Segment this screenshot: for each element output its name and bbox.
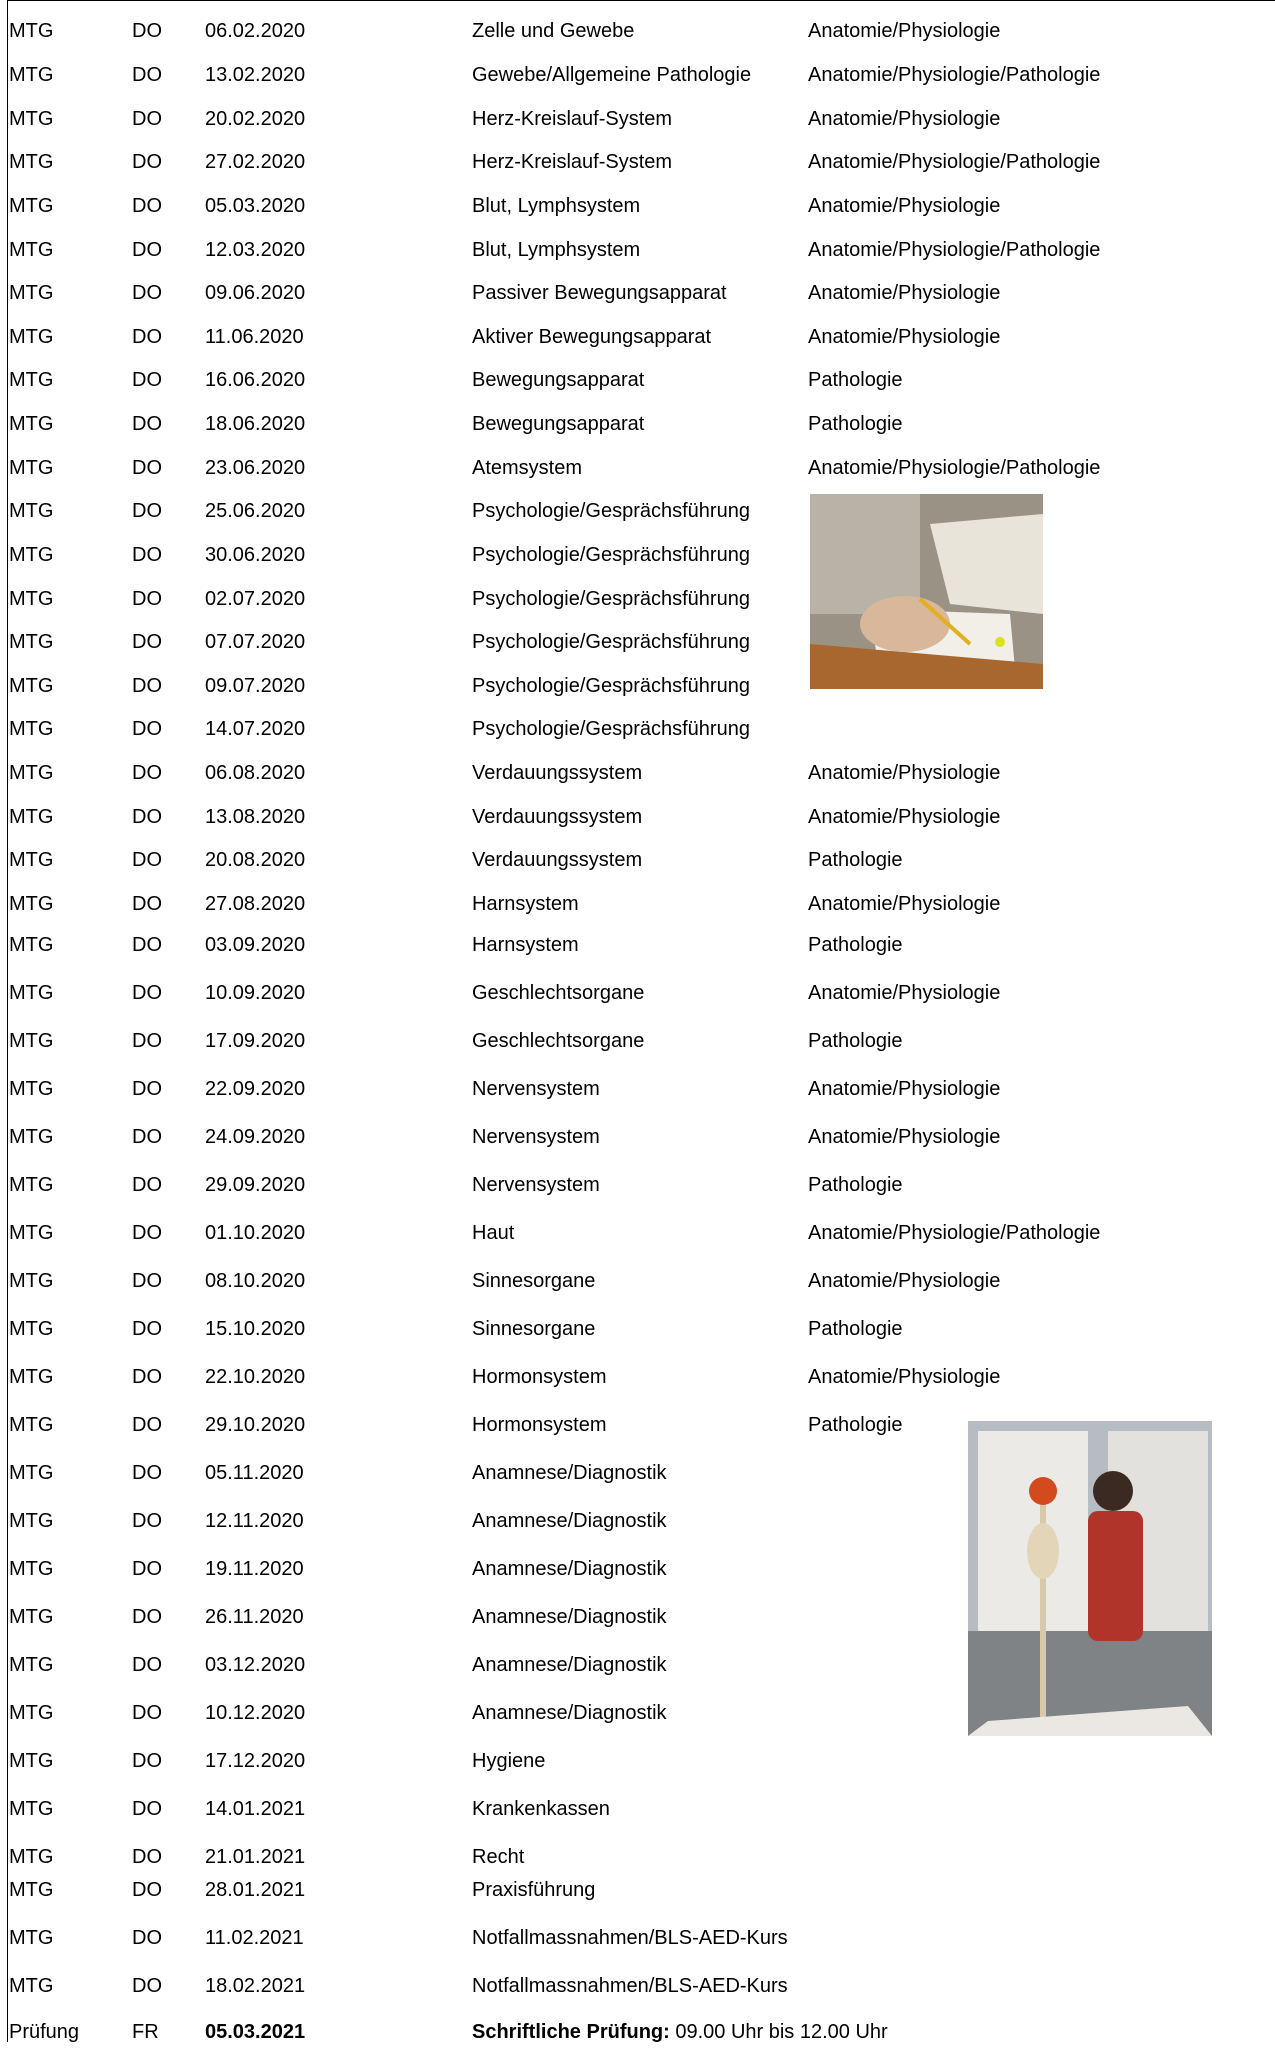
row-course: MTG	[9, 1510, 54, 1532]
row-course: MTG	[9, 1750, 54, 1772]
row-date: 03.12.2020	[205, 1654, 306, 1676]
row-course: MTG	[9, 762, 54, 784]
row-course: MTG	[9, 806, 54, 828]
row-course: MTG	[9, 500, 54, 522]
row-date: 02.07.2020	[205, 588, 306, 610]
row-date: 17.09.2020	[205, 1030, 306, 1052]
row-day: DO	[132, 718, 162, 740]
row-day: DO	[132, 326, 162, 348]
table-row	[0, 892, 1275, 932]
row-date: 06.02.2020	[205, 20, 306, 42]
row-topic: Anamnese/Diagnostik	[472, 1702, 667, 1724]
row-course: MTG	[9, 326, 54, 348]
row-date: 06.08.2020	[205, 762, 306, 784]
row-course: MTG	[9, 1975, 54, 1997]
row-topic: Hormonsystem	[472, 1414, 607, 1436]
row-topic: Praxisführung	[472, 1879, 596, 1901]
row-day: DO	[132, 195, 162, 217]
row-course: MTG	[9, 1927, 54, 1949]
exam-label: Schriftliche Prüfung:	[472, 2021, 670, 2043]
table-row	[0, 1029, 1275, 1069]
row-course: MTG	[9, 1366, 54, 1388]
row-course: MTG	[9, 1846, 54, 1868]
table-row	[0, 63, 1275, 103]
table-row	[0, 543, 1275, 583]
row-date: 14.07.2020	[205, 718, 306, 740]
row-date: 16.06.2020	[205, 369, 306, 391]
exam-day: FR	[132, 2021, 159, 2043]
row-day: DO	[132, 762, 162, 784]
row-date: 20.08.2020	[205, 849, 306, 871]
exam-row	[0, 2020, 1275, 2060]
row-course: MTG	[9, 413, 54, 435]
row-topic: Passiver Bewegungsapparat	[472, 282, 727, 304]
row-subject: Anatomie/Physiologie	[808, 1366, 1001, 1388]
row-day: DO	[132, 1702, 162, 1724]
row-course: MTG	[9, 64, 54, 86]
row-course: MTG	[9, 1462, 54, 1484]
row-course: MTG	[9, 982, 54, 1004]
row-topic: Sinnesorgane	[472, 1270, 596, 1292]
row-date: 30.06.2020	[205, 544, 306, 566]
row-topic: Atemsystem	[472, 457, 583, 479]
row-date: 27.08.2020	[205, 893, 306, 915]
table-row	[0, 1926, 1275, 1966]
row-topic: Hygiene	[472, 1750, 546, 1772]
row-day: DO	[132, 457, 162, 479]
row-day: DO	[132, 982, 162, 1004]
row-date: 24.09.2020	[205, 1126, 306, 1148]
row-day: DO	[132, 1174, 162, 1196]
exam-course: Prüfung	[9, 2021, 80, 2043]
table-row	[0, 238, 1275, 278]
row-course: MTG	[9, 369, 54, 391]
row-date: 07.07.2020	[205, 631, 306, 653]
row-day: DO	[132, 151, 162, 173]
row-day: DO	[132, 1318, 162, 1340]
row-subject: Anatomie/Physiologie	[808, 195, 1001, 217]
photo-skeleton-lesson	[968, 1421, 1212, 1736]
row-subject: Anatomie/Physiologie/Pathologie	[808, 1222, 1101, 1244]
row-day: DO	[132, 239, 162, 261]
row-day: DO	[132, 64, 162, 86]
row-subject: Anatomie/Physiologie	[808, 1270, 1001, 1292]
row-course: MTG	[9, 544, 54, 566]
photo-writing-notes-image	[810, 494, 1043, 689]
row-topic: Bewegungsapparat	[472, 413, 645, 435]
row-subject: Pathologie	[808, 1318, 903, 1340]
row-date: 10.09.2020	[205, 982, 306, 1004]
table-row	[0, 1221, 1275, 1261]
row-day: DO	[132, 631, 162, 653]
row-day: DO	[132, 1414, 162, 1436]
row-course: MTG	[9, 1606, 54, 1628]
row-day: DO	[132, 20, 162, 42]
row-course: MTG	[9, 1702, 54, 1724]
row-date: 29.10.2020	[205, 1414, 306, 1436]
row-course: MTG	[9, 1414, 54, 1436]
row-topic: Verdauungssystem	[472, 762, 643, 784]
row-date: 29.09.2020	[205, 1174, 306, 1196]
row-day: DO	[132, 1126, 162, 1148]
row-course: MTG	[9, 1654, 54, 1676]
row-topic: Psychologie/Gesprächsführung	[472, 718, 750, 740]
table-row	[0, 325, 1275, 365]
row-course: MTG	[9, 631, 54, 653]
row-date: 05.11.2020	[205, 1462, 304, 1484]
table-row	[0, 1749, 1275, 1789]
row-date: 15.10.2020	[205, 1318, 306, 1340]
row-topic: Anamnese/Diagnostik	[472, 1462, 667, 1484]
table-row	[0, 587, 1275, 627]
row-subject: Pathologie	[808, 1414, 903, 1436]
row-date: 21.01.2021	[205, 1846, 306, 1868]
table-row	[0, 630, 1275, 670]
row-day: DO	[132, 1879, 162, 1901]
row-date: 11.02.2021	[205, 1927, 304, 1949]
table-row	[0, 674, 1275, 714]
row-topic: Harnsystem	[472, 934, 579, 956]
table-row	[0, 1269, 1275, 1309]
row-course: MTG	[9, 1126, 54, 1148]
table-row	[0, 761, 1275, 801]
row-date: 22.10.2020	[205, 1366, 306, 1388]
row-subject: Anatomie/Physiologie	[808, 326, 1001, 348]
row-topic: Sinnesorgane	[472, 1318, 596, 1340]
row-date: 27.02.2020	[205, 151, 306, 173]
row-date: 09.07.2020	[205, 675, 306, 697]
row-subject: Anatomie/Physiologie	[808, 893, 1001, 915]
row-subject: Anatomie/Physiologie	[808, 1126, 1001, 1148]
row-topic: Blut, Lymphsystem	[472, 195, 641, 217]
row-subject: Pathologie	[808, 1030, 903, 1052]
row-day: DO	[132, 1510, 162, 1532]
row-date: 17.12.2020	[205, 1750, 306, 1772]
row-date: 12.11.2020	[205, 1510, 304, 1532]
row-course: MTG	[9, 195, 54, 217]
row-subject: Anatomie/Physiologie	[808, 282, 1001, 304]
row-day: DO	[132, 1462, 162, 1484]
row-day: DO	[132, 675, 162, 697]
row-subject: Pathologie	[808, 934, 903, 956]
row-subject: Anatomie/Physiologie	[808, 762, 1001, 784]
row-topic: Geschlechtsorgane	[472, 1030, 645, 1052]
exam-date: 05.03.2021	[205, 2021, 306, 2043]
row-day: DO	[132, 849, 162, 871]
row-subject: Anatomie/Physiologie/Pathologie	[808, 151, 1101, 173]
row-subject: Pathologie	[808, 369, 903, 391]
row-course: MTG	[9, 934, 54, 956]
row-topic: Herz-Kreislauf-System	[472, 108, 673, 130]
row-topic: Anamnese/Diagnostik	[472, 1510, 667, 1532]
table-row	[0, 368, 1275, 408]
table-row	[0, 456, 1275, 496]
row-day: DO	[132, 108, 162, 130]
row-topic: Recht	[472, 1846, 525, 1868]
row-date: 23.06.2020	[205, 457, 306, 479]
row-day: DO	[132, 806, 162, 828]
row-date: 28.01.2021	[205, 1879, 306, 1901]
row-topic: Psychologie/Gesprächsführung	[472, 500, 750, 522]
row-course: MTG	[9, 1318, 54, 1340]
row-course: MTG	[9, 1030, 54, 1052]
table-row	[0, 499, 1275, 539]
row-course: MTG	[9, 893, 54, 915]
row-subject: Anatomie/Physiologie/Pathologie	[808, 64, 1101, 86]
row-topic: Bewegungsapparat	[472, 369, 645, 391]
row-day: DO	[132, 1606, 162, 1628]
row-topic: Psychologie/Gesprächsführung	[472, 588, 750, 610]
row-day: DO	[132, 1222, 162, 1244]
table-row	[0, 107, 1275, 147]
row-day: DO	[132, 413, 162, 435]
photo-writing-notes	[810, 494, 1043, 689]
table-row	[0, 717, 1275, 757]
row-topic: Notfallmassnahmen/BLS-AED-Kurs	[472, 1927, 788, 1949]
row-topic: Psychologie/Gesprächsführung	[472, 544, 750, 566]
row-date: 18.02.2021	[205, 1975, 306, 1997]
row-date: 13.08.2020	[205, 806, 306, 828]
table-row	[0, 1797, 1275, 1837]
row-date: 14.01.2021	[205, 1798, 306, 1820]
row-day: DO	[132, 934, 162, 956]
row-course: MTG	[9, 282, 54, 304]
exam-description	[472, 2020, 888, 2044]
table-row	[0, 412, 1275, 452]
row-date: 26.11.2020	[205, 1606, 304, 1628]
row-topic: Anamnese/Diagnostik	[472, 1654, 667, 1676]
row-day: DO	[132, 1798, 162, 1820]
table-row	[0, 1173, 1275, 1213]
row-subject: Pathologie	[808, 1174, 903, 1196]
row-course: MTG	[9, 108, 54, 130]
row-day: DO	[132, 1927, 162, 1949]
table-row	[0, 933, 1275, 973]
row-topic: Krankenkassen	[472, 1798, 610, 1820]
row-subject: Pathologie	[808, 849, 903, 871]
row-day: DO	[132, 1654, 162, 1676]
row-course: MTG	[9, 718, 54, 740]
row-date: 13.02.2020	[205, 64, 306, 86]
row-topic: Hormonsystem	[472, 1366, 607, 1388]
row-topic: Psychologie/Gesprächsführung	[472, 631, 750, 653]
row-day: DO	[132, 1750, 162, 1772]
row-course: MTG	[9, 1798, 54, 1820]
row-course: MTG	[9, 1270, 54, 1292]
row-day: DO	[132, 1975, 162, 1997]
photo-skeleton-lesson-image	[968, 1421, 1212, 1736]
row-day: DO	[132, 544, 162, 566]
row-subject: Anatomie/Physiologie	[808, 806, 1001, 828]
row-subject: Anatomie/Physiologie	[808, 982, 1001, 1004]
table-row	[0, 1317, 1275, 1357]
row-course: MTG	[9, 1078, 54, 1100]
row-course: MTG	[9, 1558, 54, 1580]
row-date: 25.06.2020	[205, 500, 306, 522]
row-course: MTG	[9, 239, 54, 261]
row-date: 10.12.2020	[205, 1702, 306, 1724]
table-row	[0, 150, 1275, 190]
top-border	[7, 0, 1275, 1]
row-day: DO	[132, 1270, 162, 1292]
table-row	[0, 1125, 1275, 1165]
row-topic: Notfallmassnahmen/BLS-AED-Kurs	[472, 1975, 788, 1997]
row-day: DO	[132, 1078, 162, 1100]
row-topic: Nervensystem	[472, 1078, 600, 1100]
row-date: 05.03.2020	[205, 195, 306, 217]
exam-time: 09.00 Uhr bis 12.00 Uhr	[669, 2021, 888, 2043]
row-topic: Anamnese/Diagnostik	[472, 1606, 667, 1628]
table-row	[0, 281, 1275, 321]
row-subject: Anatomie/Physiologie/Pathologie	[808, 457, 1101, 479]
row-course: MTG	[9, 675, 54, 697]
table-row	[0, 1974, 1275, 2014]
row-date: 08.10.2020	[205, 1270, 306, 1292]
row-topic: Psychologie/Gesprächsführung	[472, 675, 750, 697]
row-topic: Geschlechtsorgane	[472, 982, 645, 1004]
row-course: MTG	[9, 1879, 54, 1901]
row-topic: Verdauungssystem	[472, 806, 643, 828]
row-date: 11.06.2020	[205, 326, 304, 348]
row-subject: Pathologie	[808, 413, 903, 435]
row-topic: Aktiver Bewegungsapparat	[472, 326, 712, 348]
table-row	[0, 1365, 1275, 1405]
row-topic: Gewebe/Allgemeine Pathologie	[472, 64, 752, 86]
row-date: 09.06.2020	[205, 282, 306, 304]
row-course: MTG	[9, 1222, 54, 1244]
row-day: DO	[132, 893, 162, 915]
row-course: MTG	[9, 588, 54, 610]
row-date: 03.09.2020	[205, 934, 306, 956]
row-day: DO	[132, 1030, 162, 1052]
row-subject: Anatomie/Physiologie/Pathologie	[808, 239, 1101, 261]
row-date: 19.11.2020	[205, 1558, 304, 1580]
row-topic: Nervensystem	[472, 1126, 600, 1148]
row-date: 12.03.2020	[205, 239, 306, 261]
table-row	[0, 1077, 1275, 1117]
row-date: 01.10.2020	[205, 1222, 306, 1244]
row-topic: Haut	[472, 1222, 515, 1244]
row-day: DO	[132, 369, 162, 391]
row-topic: Nervensystem	[472, 1174, 600, 1196]
table-row	[0, 1878, 1275, 1918]
row-subject: Anatomie/Physiologie	[808, 108, 1001, 130]
table-row	[0, 981, 1275, 1021]
row-course: MTG	[9, 849, 54, 871]
row-day: DO	[132, 282, 162, 304]
row-date: 18.06.2020	[205, 413, 306, 435]
row-date: 20.02.2020	[205, 108, 306, 130]
row-topic: Harnsystem	[472, 893, 579, 915]
row-course: MTG	[9, 457, 54, 479]
row-course: MTG	[9, 20, 54, 42]
row-topic: Zelle und Gewebe	[472, 20, 635, 42]
table-row	[0, 805, 1275, 845]
row-course: MTG	[9, 1174, 54, 1196]
row-topic: Herz-Kreislauf-System	[472, 151, 673, 173]
row-day: DO	[132, 500, 162, 522]
row-subject: Anatomie/Physiologie	[808, 20, 1001, 42]
row-topic: Anamnese/Diagnostik	[472, 1558, 667, 1580]
table-row	[0, 848, 1275, 888]
row-date: 22.09.2020	[205, 1078, 306, 1100]
row-subject: Anatomie/Physiologie	[808, 1078, 1001, 1100]
table-row	[0, 194, 1275, 234]
row-topic: Blut, Lymphsystem	[472, 239, 641, 261]
row-day: DO	[132, 1846, 162, 1868]
row-course: MTG	[9, 151, 54, 173]
row-topic: Verdauungssystem	[472, 849, 643, 871]
row-day: DO	[132, 588, 162, 610]
row-day: DO	[132, 1558, 162, 1580]
row-day: DO	[132, 1366, 162, 1388]
table-row	[0, 19, 1275, 59]
